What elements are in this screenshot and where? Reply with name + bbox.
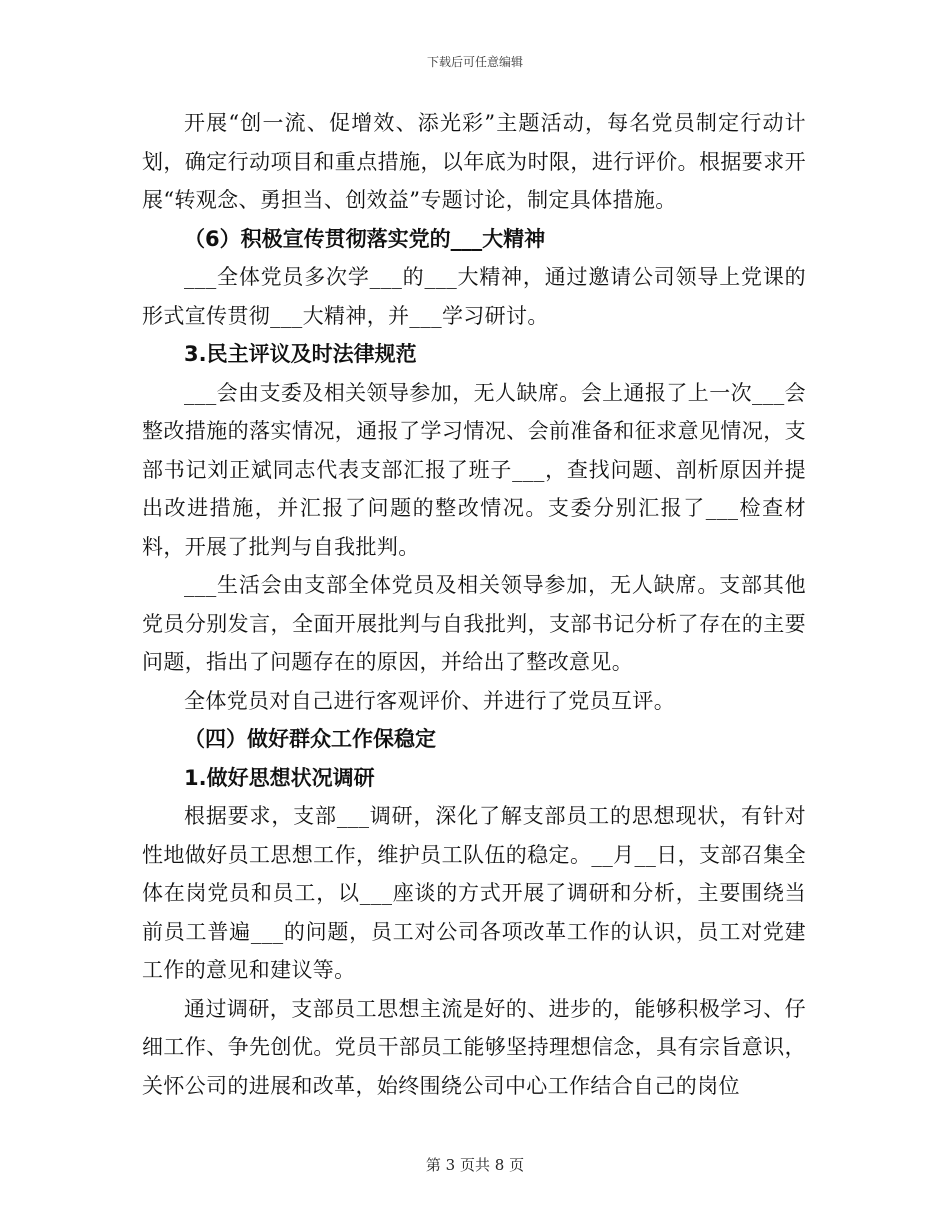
section-heading-democratic-review: 3.民主评议及时法律规范 (184, 342, 417, 366)
section-heading-thought-survey: 1.做好思想状况调研 (184, 765, 375, 790)
section-heading-mass-work: （四）做好群众工作保稳定 (184, 727, 436, 751)
paragraph-activity-plan: 开展“创一流、促增效、添光彩”主题活动，每名党员制定行动计划，确定行动项目和重点措施，以年底为时限，进行评价。根据要求开展“转观念、勇担当、创效益”专题讨论，制定具体措施。 (142, 111, 806, 212)
page-number-footer: 第 3 页共 8 页 (425, 1156, 525, 1174)
paragraph-study-spirit: ___全体党员多次学___的___大精神，通过邀请公司领导上党课的形式宣传贯彻___大精神，并___学习研讨。 (142, 265, 806, 328)
paragraph-mutual-evaluation: 全体党员对自己进行客观评价、并进行了党员互评。 (184, 688, 676, 713)
paragraph-committee-meeting: ___会由支委及相关领导参加，无人缺席。会上通报了上一次___会整改措施的落实情况，通报了学习情况、会前准备和征求意见情况，支部书记刘正斌同志代表支部汇报了班子___，查找问题、剖析原因并提出改进措施，并汇报了问题的整改情况。支委分别汇报了___检查材料，开展了批判与自我批判。 (142, 380, 806, 559)
paragraph-survey-result: 通过调研，支部员工思想主流是好的、进步的，能够积极学习、仔细工作、争先创优。党员干部员工能够坚持理想信念，具有宗旨意识，关怀公司的进展和改革，始终围绕公司中心工作结合自己的岗位 (142, 996, 806, 1098)
paragraph-life-meeting: ___生活会由支部全体党员及相关领导参加，无人缺席。支部其他党员分别发言，全面开展批判与自我批判，支部书记分析了存在的主要问题，指出了问题存在的原因，并给出了整改意见。 (142, 573, 806, 674)
document-body (142, 104, 806, 1105)
section-heading-publicize-spirit: （6）积极宣传贯彻落实党的___大精神 (184, 226, 546, 251)
page-header-note: 下载后可任意编辑 (426, 55, 523, 69)
paragraph-survey-method: 根据要求，支部___调研，深化了解支部员工的思想现状，有针对性地做好员工思想工作，维护员工队伍的稳定。__月__日，支部召集全体在岗党员和员工，以___座谈的方式开展了调研和分析，主要围绕当前员工普遍___的问题，员工对公司各项改革工作的认识，员工对党建工作的意见和建议等。 (142, 804, 806, 982)
